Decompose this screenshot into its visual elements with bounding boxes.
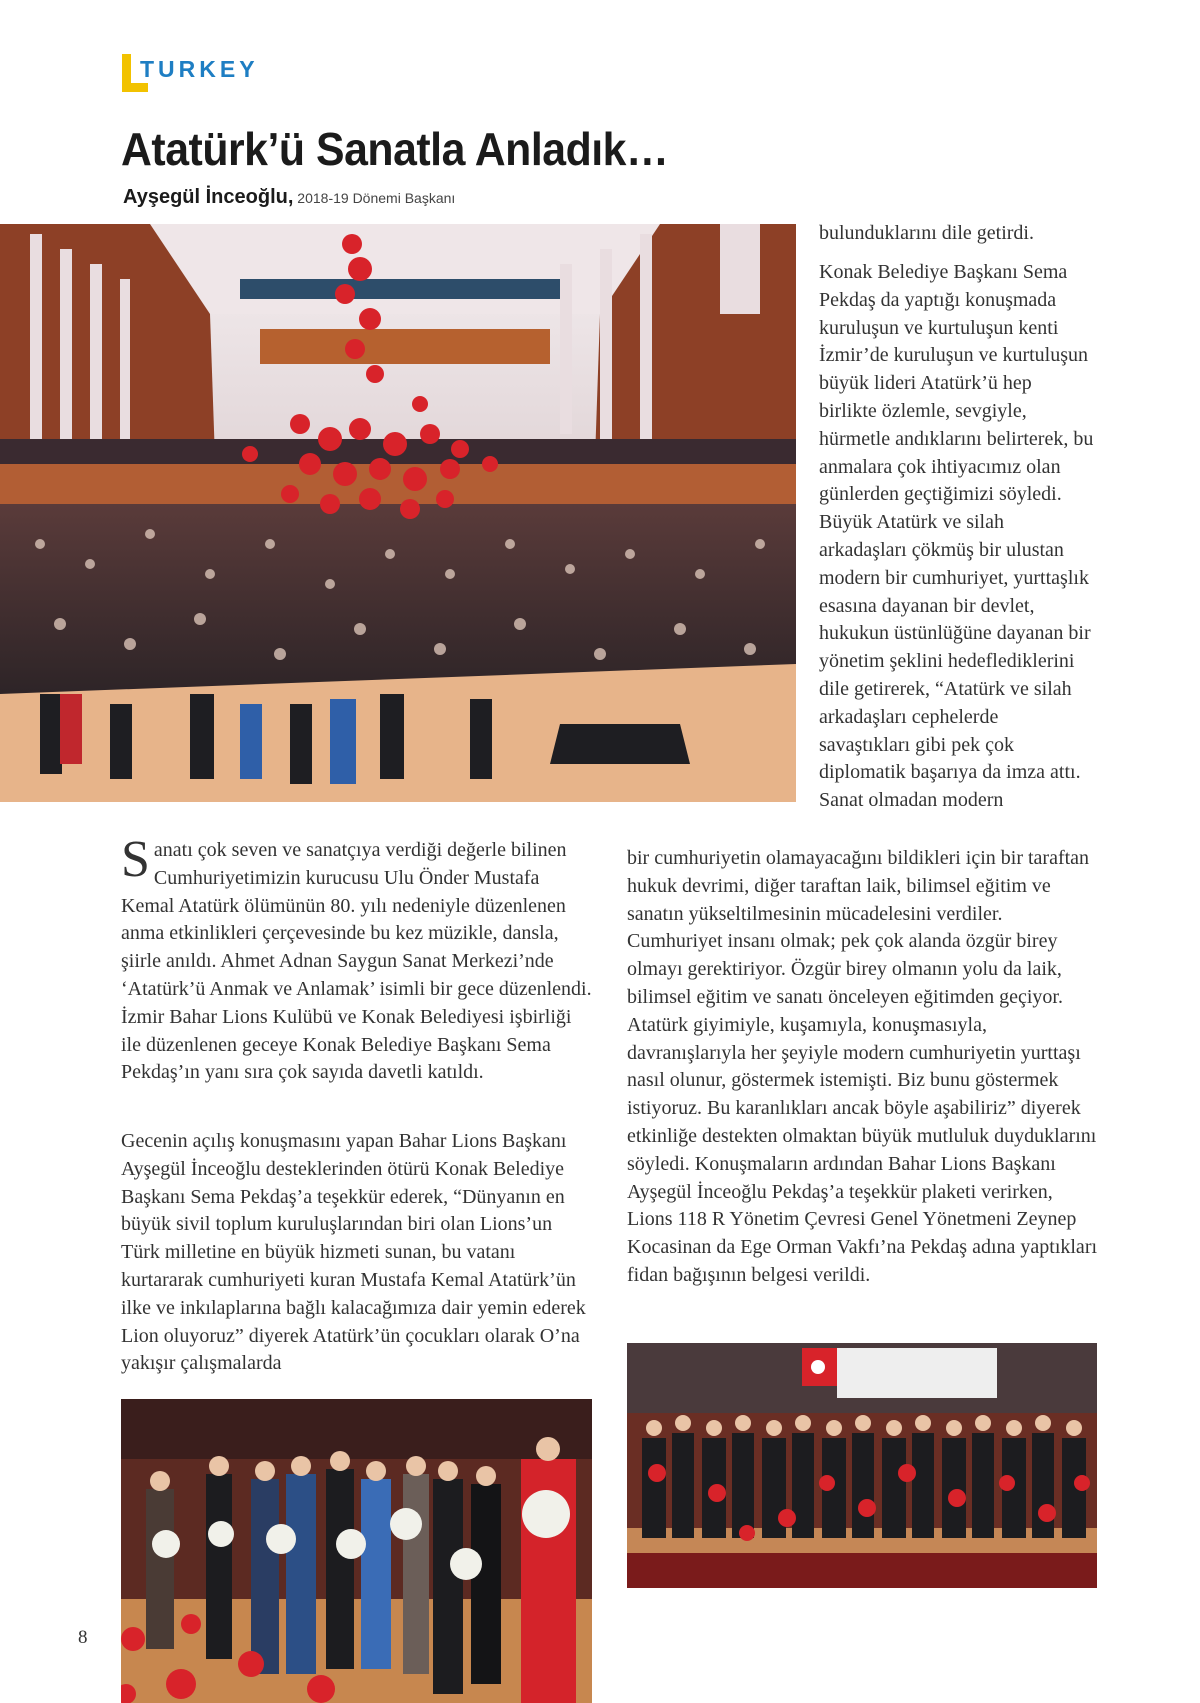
drop-cap: S — [121, 831, 150, 888]
article-paragraph-3-start: bulunduklarını dile getirdi. — [819, 222, 1034, 244]
article-paragraph-1: Sanatı çok seven ve sanatçıya verdiği değerle bilinen Cumhuriyetimizin kurucusu Ulu Önder Mustafa Kemal Atatürk ölümünün 80. yılı nedeniyle düzenlenen anma etkinlikleri çerçevesinde bu kez müzikle, dansla, şiirle anıldı. Ahmet Adnan Saygun Sanat Merkezi’nde ‘Atatürk’ü Anmak ve Anlamak’ isimli bir gece düzenlendi. İzmir Bahar Lions Kulübü ve Konak Belediyesi işbirliği ile düzenlenen geceye Konak Belediye Başkanı Sema Pekdaş’ın yanı sıra çok sayıda davetli katıldı. — [121, 831, 592, 1084]
group-photo — [627, 1343, 1097, 1588]
article-paragraph-2: Gecenin açılış konuşmasını yapan Bahar Lions Başkanı Ayşegül İnceoğlu desteklerinden ötürü Konak Belediye Başkanı Sema Pekdaş’a teşekkür ederek, “Dünyanın en büyük sivil toplum kuruluşlarından biri olan Lions’un Türk milletine en büyük hizmeti sunan, bu vatanı kurtararak cumhuriyeti kuran Mustafa Kemal Atatürk’ün ilke ve inkılaplarına bağlı kalacağımıza dair yemin ederek Lion oluyoruz” diyerek Atatürk’ün çocukları olarak O’na yakışır çalışmalarda — [121, 1130, 586, 1375]
concert-hall-illustration — [0, 224, 796, 802]
section-label: TURKEY — [140, 56, 259, 82]
performers-photo — [121, 1399, 592, 1703]
article-paragraph-4-continued: bir cumhuriyetin olamayacağını bildikleri için bir taraftan hukuk devrimi, diğer taraftan laik, bilimsel eğitim ve sanatın yükseltilmesinin mücadelesini verdiler. Cumhuriyet insanı olmak; pek çok alanda özgür birey olmayı gerektiriyor. Özgür birey olmanın yolu da laik, bilimsel eğitim ve sanatı önceleyen eğitimden geçiyor. Atatürk giyimiyle, kuşamıyla, konuşmasıyla, davranışlarıyla her şeyiyle modern cumhuriyetin yurttaşı nasıl olunur, göstermek istemişti. Biz bunu göstermek istiyoruz. Bu karanlıkları ancak böyle aşabiliriz” diyerek etkinliğe destekten olmaktan büyük mutluluk duyduklarını söyledi. Konuşmaların ardından Bahar Lions Başkanı Ayşegül İnceoğlu Pekdaş’a teşekkür plaketi verirken, Lions 118 R Yönetim Çevresi Genel Yönetmeni Zeynep Kocasinan da Ege Orman Vakfı’na Pekdaş adına yaptıkları fidan bağışının belgesi verildi. — [627, 847, 1098, 1286]
author-name: Ayşegül İnceoğlu, — [123, 186, 294, 208]
concert-hall-photo — [0, 224, 796, 802]
page-number: 8 — [78, 1627, 88, 1648]
byline — [123, 186, 455, 209]
article-paragraph-4: Konak Belediye Başkanı Sema Pekdaş da yaptığı konuşmada kuruluşun ve kurtuluşun kenti İzmir’de kuruluşun ve kurtuluşun büyük lideri Atatürk’ü hep birlikte özlemle, sevgiyle, hürmetle andıklarını belirterek, bu anmalara çok ihtiyacımız olan günlerden geçtiğimizi söyledi. Büyük Atatürk ve silah arkadaşları çökmüş bir ulustan modern bir cumhuriyet, yurttaşlık esasına dayanan bir devlet, hukukun üstünlüğüne dayanan bir yönetim şeklini hedeflediklerini dile getirerek, “Atatürk ve silah arkadaşları cephelerde savaştıkları gibi pek çok diplomatik başarıya da imza attı. Sanat olmadan modern — [819, 261, 1094, 812]
author-role: 2018-19 Dönemi Başkanı — [297, 190, 456, 206]
article-title: Atatürk’ü Sanatla Anladık… — [121, 123, 669, 175]
